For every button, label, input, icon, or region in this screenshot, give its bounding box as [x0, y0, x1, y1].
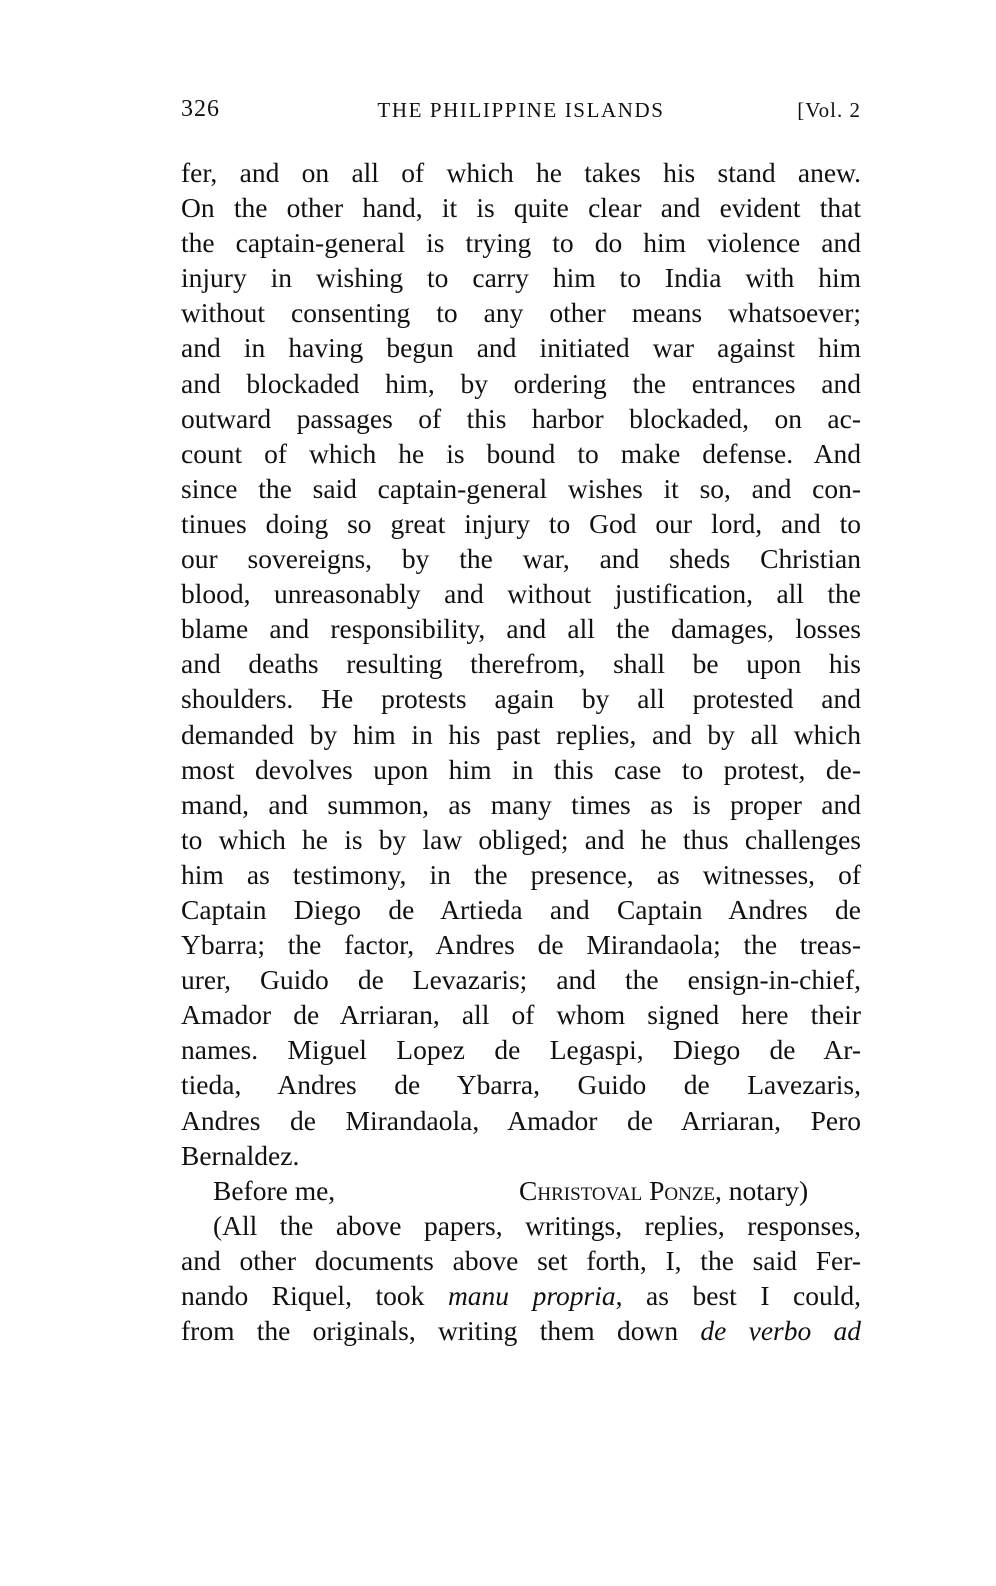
text-line: our sovereigns, by the war, and sheds Christian: [181, 543, 861, 575]
text-line: without consenting to any other means whatsoever;: [181, 297, 861, 329]
text-line: fer, and on all of which he takes his stand anew.: [181, 157, 861, 188]
text-line: outward passages of this harbor blockaded, on ac-: [181, 402, 861, 434]
latin-phrase: de verbo ad: [700, 1315, 861, 1347]
page-number: 326: [181, 96, 220, 122]
text-line: names. Miguel Lopez de Legaspi, Diego de Ar-: [181, 1034, 861, 1066]
text-line: injury in wishing to carry him to India with him: [181, 262, 861, 294]
running-header: [181, 96, 861, 132]
running-title: THE PHILIPPINE ISLANDS: [377, 98, 665, 122]
closing-line: [181, 1313, 861, 1348]
text-line: mand, and summon, as many times as is proper and: [181, 788, 861, 820]
text-line: tieda, Andres de Ybarra, Guido de Lavezaris,: [181, 1069, 861, 1101]
text-line: and blockaded him, by ordering the entrances and: [181, 367, 861, 399]
notary-name-smallcaps: Christoval Ponze: [519, 1174, 716, 1206]
text-line: the captain-general is trying to do him violence and: [181, 227, 861, 259]
closing-line: (All the above papers, writings, replies, responses,: [213, 1209, 861, 1241]
closing-line: [181, 1278, 861, 1313]
body-text: [181, 155, 861, 1348]
closing-line: and other documents above set forth, I, the said Fer-: [181, 1244, 861, 1276]
text-line: On the other hand, it is quite clear and evident that: [181, 192, 861, 224]
text-line: blood, unreasonably and without justification, all the: [181, 578, 861, 610]
text-line: most devolves upon him in this case to protest, de-: [181, 753, 861, 785]
text-line: Amador de Arriaran, all of whom signed here their: [181, 999, 861, 1031]
notary-suffix: , notary): [715, 1174, 809, 1206]
text-line: and deaths resulting therefrom, shall be upon his: [181, 648, 861, 680]
text-line: Bernaldez.: [181, 1139, 300, 1171]
text-line: urer, Guido de Levazaris; and the ensign-in-chief,: [181, 964, 861, 996]
text-line: blame and responsibility, and all the damages, losses: [181, 613, 861, 645]
text-line: Captain Diego de Artieda and Captain Andres de: [181, 893, 861, 925]
closing-text: , as best I could,: [615, 1280, 861, 1311]
text-line: and in having begun and initiated war against him: [181, 332, 861, 364]
text-line: Ybarra; the factor, Andres de Mirandaola; the treas-: [181, 929, 861, 961]
text-line: since the said captain-general wishes it so, and con-: [181, 472, 861, 504]
text-line: Andres de Mirandaola, Amador de Arriaran, Pero: [181, 1104, 861, 1136]
volume-label: [Vol. 2: [797, 98, 861, 122]
text-line: demanded by him in his past replies, and by all which: [181, 718, 861, 750]
text-line: count of which he is bound to make defense. And: [181, 437, 861, 469]
notary-name: [519, 1173, 861, 1208]
before-me-label: Before me,: [213, 1174, 336, 1206]
text-line: shoulders. He protests again by all protested and: [181, 683, 861, 715]
notary-signature-line: [181, 1173, 861, 1208]
text-line: to which he is by law obliged; and he thus challenges: [181, 823, 861, 855]
text-line: him as testimony, in the presence, as witnesses, of: [181, 858, 861, 890]
latin-phrase: manu propria: [447, 1280, 616, 1311]
closing-text: nando Riquel, took: [181, 1280, 448, 1311]
closing-text: from the originals, writing them down: [181, 1315, 701, 1347]
text-line: tinues doing so great injury to God our lord, and to: [181, 507, 861, 539]
